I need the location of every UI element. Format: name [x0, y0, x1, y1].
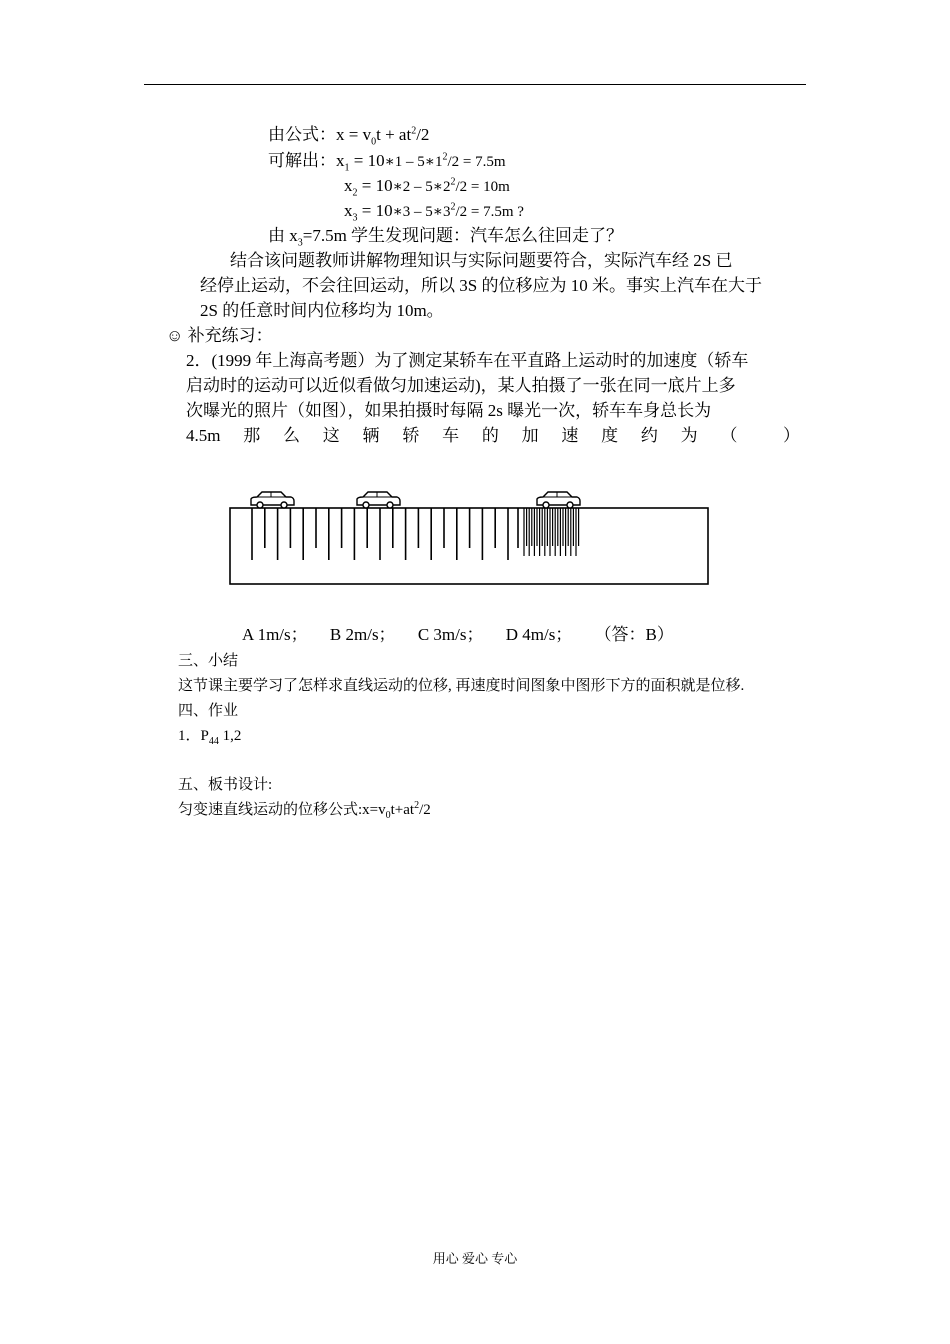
- formula-line-2: $x_2$ = 10∗2 – $5∗2^2/2 = 10m$: [344, 176, 510, 199]
- q-word: 为: [680, 426, 698, 445]
- q-word: 车: [442, 426, 460, 445]
- option-c: C 3m/s；: [417, 625, 484, 644]
- explanation-line-2: 经停止运动，不会往回运动，所以 3S 的位移应为 10 米。事实上汽车在大于: [200, 276, 762, 295]
- board-heading: 五、板书设计:: [178, 777, 273, 793]
- car-icon: [357, 492, 400, 508]
- car-icon: [251, 492, 294, 508]
- option-b: B 2m/s；: [329, 625, 396, 644]
- explanation-line-3: 2S 的任意时间内位移均为 10m。: [200, 301, 444, 320]
- exercise-question-line-2: 启动时的运动可以近似看做匀加速运动)，某人拍摄了一张在同一底片上多: [186, 376, 736, 395]
- answer-note: （答：B）: [594, 625, 674, 644]
- answer-options: [242, 624, 692, 646]
- car-icon: [537, 492, 580, 508]
- q-word: （: [720, 426, 738, 445]
- homework-item: 1．$P_{44}$ 1,2: [178, 728, 242, 747]
- exercise-question-line-1: 2．(1999 年上海高考题）为了测定某轿车在平直路上运动时的加速度（轿车: [186, 351, 749, 370]
- option-d: D 4m/s；: [505, 625, 573, 644]
- q-word: 轿: [402, 426, 420, 445]
- q-word: 4.5m: [186, 426, 221, 445]
- ruler-ticks: [252, 508, 579, 560]
- page-footer: 用心 爱心 专心: [432, 1251, 518, 1266]
- explanation-line-1: 结合该问题教师讲解物理知识与实际问题要符合，实际汽车经 2S 已: [230, 251, 733, 270]
- formula-line-3: $x_3$ = 10∗3 – $5∗3^2/2 = 7.5m$ ?: [344, 201, 524, 224]
- summary-heading: 三、小结: [178, 653, 239, 669]
- exercise-heading: ☺ 补充练习：: [166, 326, 273, 345]
- board-text: 匀变速直线运动的位移公式$:x=v_0t+at^2/2$: [178, 800, 431, 821]
- homework-heading: 四、作业: [178, 703, 239, 719]
- option-a: A 1m/s；: [242, 625, 308, 644]
- exercise-question-line-3: 次曝光的照片（如图），如果拍摄时每隔 2s 曝光一次，轿车车身总长为: [186, 401, 712, 420]
- q-word: 这: [322, 426, 340, 445]
- q-word: ）: [782, 426, 800, 445]
- q-word: 度: [601, 426, 619, 445]
- q-word: 辆: [362, 426, 380, 445]
- q-word: 约: [640, 426, 658, 445]
- exercise-question-line-4: [186, 425, 800, 447]
- car-exposures: [251, 492, 580, 508]
- q-word: 加: [521, 426, 539, 445]
- question-line: 由 $x_3=7.5m$ 学生发现问题：汽车怎么往回走了？: [268, 226, 624, 249]
- q-word: 速: [561, 426, 579, 445]
- formula-line-1: 可解出：$x_1$ = 10∗1 – $5∗1^2/2 = 7.5m$: [268, 151, 506, 174]
- multi-exposure-figure: [222, 486, 712, 590]
- q-word: 么: [283, 426, 301, 445]
- q-word: 那: [243, 426, 261, 445]
- header-rule: [144, 84, 806, 85]
- formula-intro: 由公式：$x = v_0t + at^2/2$: [268, 125, 430, 148]
- q-word: 的: [481, 426, 499, 445]
- summary-text: 这节课主要学习了怎样求直线运动的位移, 再速度时间图象中图形下方的面积就是位移.: [178, 678, 745, 694]
